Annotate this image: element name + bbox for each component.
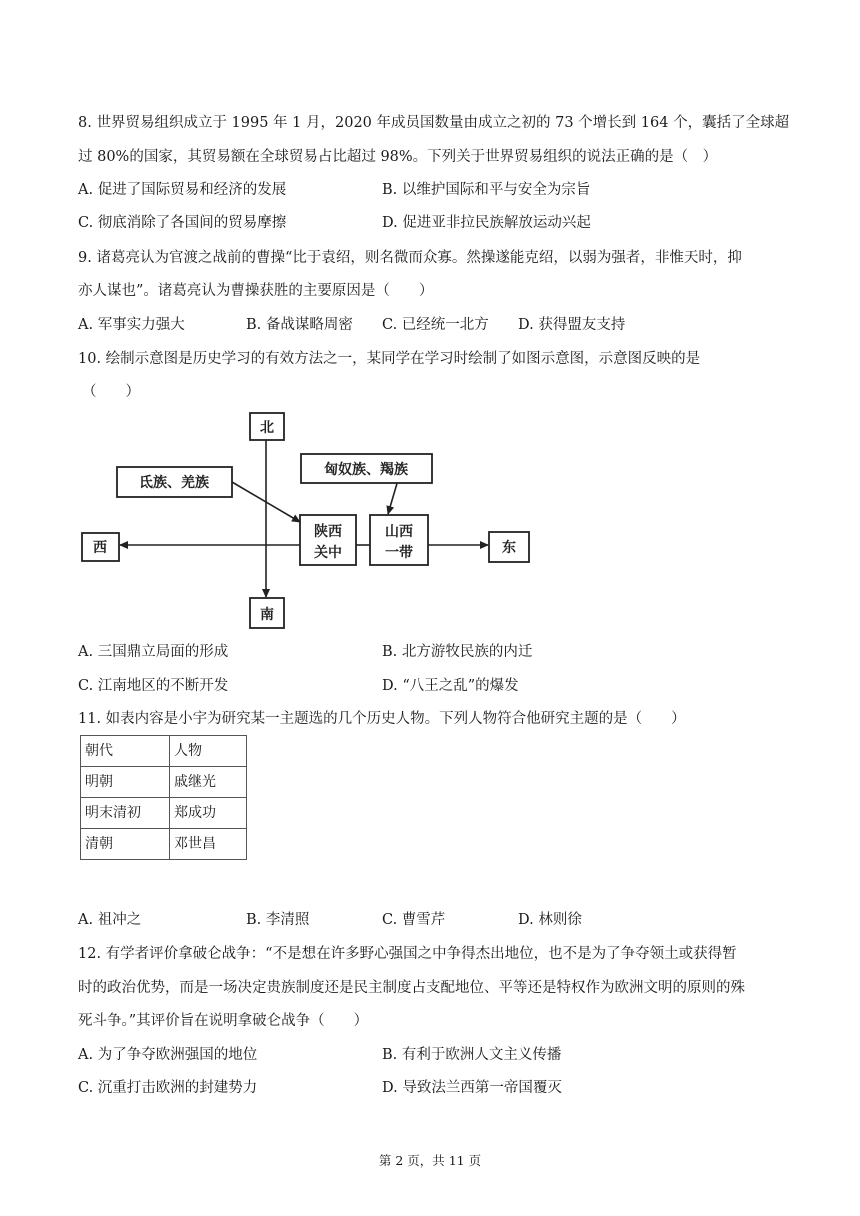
q12-option-a: A. 为了争夺欧洲强国的地位: [78, 1047, 258, 1063]
q8-stem-line1: 8. 世界贸易组织成立于 1995 年 1 月，2020 年成员国数量由成立之初的 73 个增长到 164 个，囊括了全球超: [78, 115, 790, 131]
q8-option-d: D. 促进亚非拉民族解放运动兴起: [382, 215, 591, 231]
table-cell: 明朝: [81, 767, 170, 798]
q11-option-d: D. 林则徐: [518, 912, 582, 928]
people-table: [80, 735, 247, 860]
q8-option-a: A. 促进了国际贸易和经济的发展: [78, 182, 287, 198]
table-cell: 戚继光: [170, 767, 247, 798]
q11-stem-line1: 11. 如表内容是小宇为研究某一主题选的几个历史人物。下列人物符合他研究主题的是（ ）: [78, 711, 686, 727]
table-cell: 郑成功: [170, 798, 247, 829]
q10-option-b: B. 北方游牧民族的内迁: [382, 644, 533, 660]
shaanxi-label-2: 关中: [314, 545, 342, 561]
table-cell: 明末清初: [81, 798, 170, 829]
table-header-person: 人物: [170, 736, 247, 767]
table-header-dynasty: 朝代: [81, 736, 170, 767]
q12-stem-line3: 死斗争。”其评价旨在说明拿破仑战争（ ）: [78, 1013, 369, 1029]
table-row: [81, 767, 247, 798]
q10-option-d: D. “八王之乱”的爆发: [382, 678, 519, 694]
q9-option-c: C. 已经统一北方: [382, 317, 489, 333]
q10-option-c: C. 江南地区的不断开发: [78, 678, 229, 694]
q10-option-a: A. 三国鼎立局面的形成: [78, 644, 229, 660]
xiongnu-jie-label: 匈奴族、羯族: [324, 462, 408, 478]
south-label: 南: [260, 607, 274, 623]
shanxi-label-2: 一带: [385, 545, 413, 561]
q10-stem-line2: （ ）: [82, 384, 140, 400]
q9-stem-line2: 亦人谋也”。诸葛亮认为曹操获胜的主要原因是（ ）: [78, 283, 434, 299]
q8-option-c: C. 彻底消除了各国间的贸易摩擦: [78, 215, 287, 231]
north-label: 北: [260, 420, 274, 436]
q12-stem-line2: 时的政治优势，而是一场决定贵族制度还是民主制度占支配地位、平等还是特权作为欧洲文明的原则的殊: [78, 980, 745, 996]
q8-stem-line2: 过 80%的国家，其贸易额在全球贸易占比超过 98%。下列关于世界贸易组织的说法正确的是（ ）: [78, 149, 718, 165]
q12-stem-line1: 12. 有学者评价拿破仑战争：“不是想在许多野心强国之中争得杰出地位，也不是为了争夺领土或获得暂: [78, 946, 737, 962]
shaanxi-label-1: 陕西: [314, 524, 342, 540]
q11-option-b: B. 李清照: [246, 912, 310, 928]
q10-stem-line1: 10. 绘制示意图是历史学习的有效方法之一，某同学在学习时绘制了如图示意图，示意图反映的是: [78, 351, 701, 367]
east-label: 东: [502, 540, 516, 556]
di-qiang-label: 氐族、羌族: [139, 475, 209, 491]
table-row: [81, 798, 247, 829]
q11-option-a: A. 祖冲之: [78, 912, 142, 928]
q12-option-c: C. 沉重打击欧洲的封建势力: [78, 1080, 258, 1096]
q9-stem-line1: 9. 诸葛亮认为官渡之战前的曹操“比于袁绍，则名微而众寡。然操遂能克绍，以弱为强者，非惟天时，抑: [78, 250, 742, 266]
xiongnu-arrow: [388, 480, 398, 514]
q9-option-a: A. 军事实力强大: [78, 317, 185, 333]
table-cell: 邓世昌: [170, 829, 247, 860]
q9-option-d: D. 获得盟友支持: [518, 317, 626, 333]
shanxi-label-1: 山西: [385, 524, 413, 540]
q9-option-b: B. 备战谋略周密: [246, 317, 353, 333]
q11-option-c: C. 曹雪芹: [382, 912, 446, 928]
q12-option-d: D. 导致法兰西第一帝国覆灭: [382, 1080, 562, 1096]
table-row: [81, 829, 247, 860]
page-footer: 第 2 页，共 11 页: [378, 1153, 482, 1168]
table-header-row: [81, 736, 247, 767]
west-label: 西: [93, 540, 107, 556]
table-cell: 清朝: [81, 829, 170, 860]
q8-option-b: B. 以维护国际和平与安全为宗旨: [382, 182, 591, 198]
q12-option-b: B. 有利于欧洲人文主义传播: [382, 1047, 562, 1063]
